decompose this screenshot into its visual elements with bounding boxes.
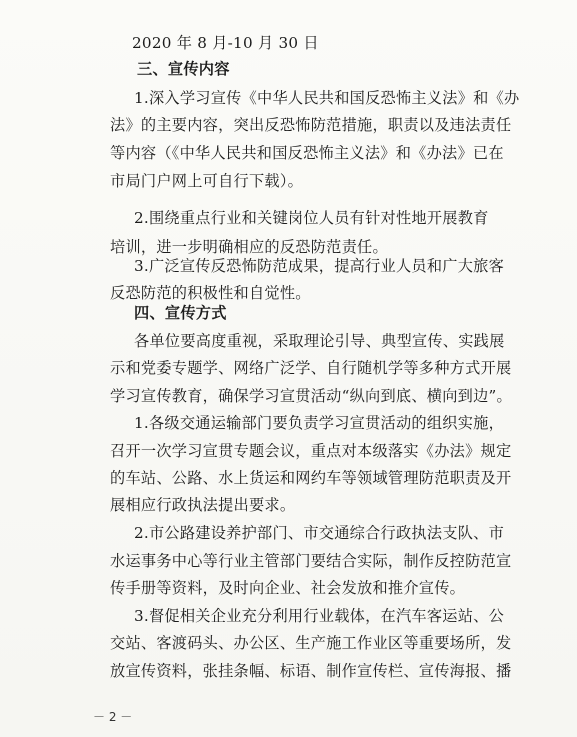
text-line: 示和党委专题学、网络广泛学、自行随机学等多种方式开展 [110, 359, 512, 377]
text-line: 的车站、公路、水上货运和网约车等领域管理防范职责及开 [110, 469, 512, 487]
text-line: 水运事务中心等行业主管部门要结合实际，制作反控防范宣 [110, 552, 512, 570]
text-line: 2.围绕重点行业和关键岗位人员有针对性地开展教育 [134, 209, 489, 227]
text-line: 各单位要高度重视，采取理论引导、典型宣传、实践展 [134, 332, 505, 350]
page-number: － 2 － [93, 710, 133, 724]
text-line: 展相应行政执法提出要求。 [110, 496, 296, 514]
text-line: 召开一次学习宣贯专题会议，重点对本级落实《办法》规定 [110, 442, 512, 460]
section-heading-3: 三、宣传内容 [137, 60, 230, 78]
text-line: 3.广泛宣传反恐怖防范成果，提高行业人员和广大旅客 [134, 257, 505, 275]
text-line: 放宣传资料，张挂条幅、标语、制作宣传栏、宣传海报、播 [110, 662, 512, 680]
text-line: 1.深入学习宣传《中华人民共和国反恐怖主义法》和《办 [134, 89, 520, 107]
text-line: 培训，进一步明确相应的反恐防范责任。 [110, 238, 388, 256]
text-line: 市局门户网上可自行下载）。 [110, 172, 304, 190]
section-heading-4: 四、宣传方式 [134, 304, 227, 322]
text-line: 法》的主要内容，突出反恐怖防范措施，职责以及违法责任 [110, 116, 512, 134]
text-line: 传手册等资料，及时向企业、社会发放和推介宣传。 [110, 579, 466, 597]
text-line: 学习宣传教育，确保学习宣贯活动“纵向到底、横向到边”。 [110, 387, 512, 405]
date-line: 2020 年 8 月-10 月 30 日 [132, 34, 319, 52]
text-line: 3.督促相关企业充分利用行业载体，在汽车客运站、公 [134, 607, 505, 625]
text-line: 反恐防范的积极性和自觉性。 [110, 284, 311, 302]
text-line: 1.各级交通运输部门要负责学习宣贯活动的组织实施， [134, 414, 505, 432]
text-line: 2.市公路建设养护部门、市交通综合行政执法支队、市 [134, 524, 505, 542]
text-line: 等内容（《中华人民共和国反恐怖主义法》和《办法》已在 [110, 144, 504, 162]
text-line: 交站、客渡码头、办公区、生产施工作业区等重要场所，发 [110, 634, 512, 652]
